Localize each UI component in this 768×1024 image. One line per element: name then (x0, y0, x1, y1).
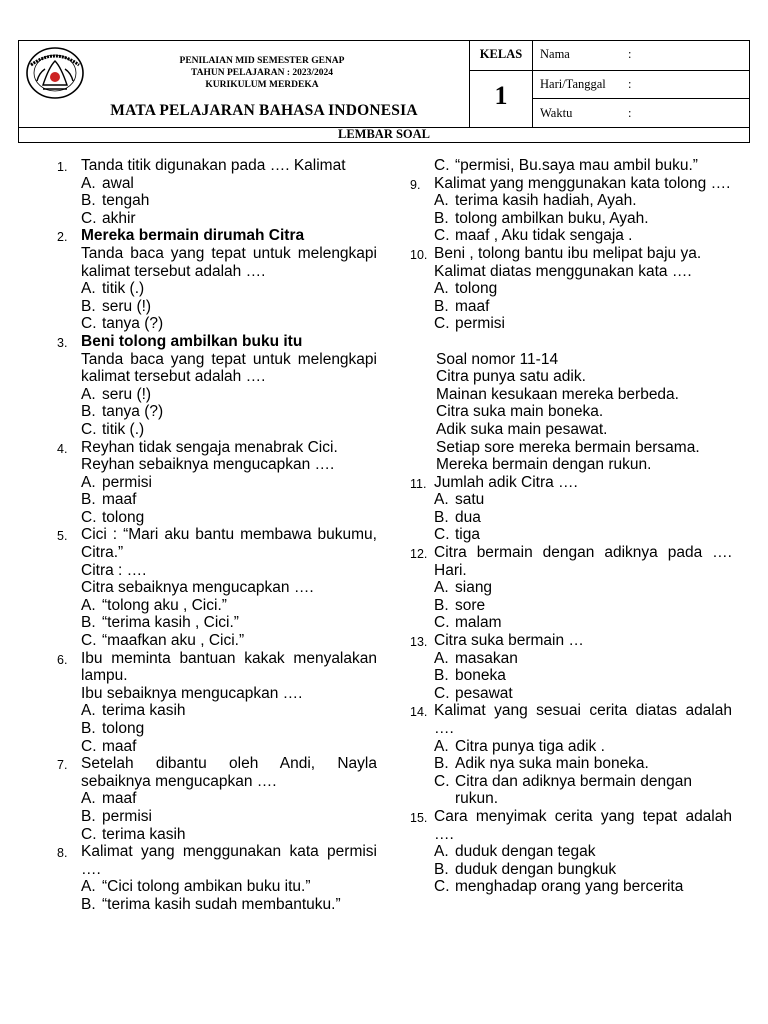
question-text: Reyhan sebaiknya mengucapkan …. (81, 456, 335, 474)
option-text: maaf (102, 790, 137, 808)
questions-column-left (57, 157, 377, 914)
divider (469, 70, 532, 71)
option-text: “terima kasih sudah membantuku.” (102, 895, 341, 913)
question-text: Kalimat yang menggunakan kata tolong …. (434, 174, 731, 192)
passage-line: Citra suka main boneka. (436, 403, 604, 421)
option-letter: C. (81, 209, 97, 227)
questions-column-right (410, 157, 732, 896)
question-10 (410, 245, 732, 333)
question-9 (410, 175, 732, 245)
option-text: tengah (102, 192, 150, 210)
option-letter: A. (434, 649, 449, 667)
question-text: Reyhan tidak sengaja menabrak Cici. (81, 438, 338, 456)
option-text: Citra dan adiknya bermain dengan rukun. (455, 772, 692, 808)
option-text: masakan (455, 649, 518, 667)
question-number: 4. (57, 441, 68, 456)
option-b[interactable] (434, 210, 732, 228)
option-text: tanya (?) (102, 315, 164, 333)
option-text: “terima kasih , Cici.” (102, 614, 239, 632)
passage-line: Citra punya satu adik. (436, 368, 586, 386)
option-b[interactable] (81, 720, 377, 738)
kelas-value: 1 (494, 81, 508, 110)
question-text: Kalimat diatas menggunakan kata …. (434, 262, 692, 280)
subject-title: MATA PELAJARAN BAHASA INDONESIA (110, 102, 418, 119)
option-letter: A. (81, 473, 96, 491)
option-text: maaf , Aku tidak sengaja . (455, 227, 633, 245)
option-text: terima kasih (102, 825, 186, 843)
option-c[interactable] (81, 210, 377, 228)
option-text: tiga (455, 526, 480, 544)
option-c[interactable] (81, 509, 377, 527)
option-b[interactable] (434, 597, 732, 615)
option-b[interactable] (434, 861, 732, 879)
option-text: seru (!) (102, 385, 152, 403)
option-text: titik (.) (102, 280, 145, 298)
option-a[interactable] (434, 843, 732, 861)
option-letter: B. (434, 209, 449, 227)
option-letter: C. (434, 772, 450, 790)
option-c[interactable] (434, 614, 732, 632)
option-text: Adik nya suka main boneka. (455, 755, 649, 773)
option-b[interactable] (81, 403, 377, 421)
option-letter: B. (434, 297, 449, 315)
question-5 (57, 526, 377, 649)
option-letter: B. (434, 508, 449, 526)
option-c[interactable] (434, 315, 732, 333)
question-text: Ibu meminta bantuan kakak menyalakan lampu. (81, 649, 377, 685)
option-letter: C. (434, 684, 450, 702)
question-number: 2. (57, 230, 68, 245)
option-letter: C. (81, 825, 97, 843)
question-number: 10. (410, 247, 428, 262)
option-a[interactable] (434, 579, 732, 597)
option-a[interactable] (434, 738, 732, 756)
option-text: permisi (102, 473, 152, 491)
option-c[interactable] (81, 421, 377, 439)
question-sentence: Mereka bermain dirumah Citra (81, 227, 305, 245)
option-text: “tolong aku , Cici.” (102, 596, 227, 614)
option-text: tolong (102, 508, 145, 526)
field-label: Nama (540, 47, 570, 61)
option-c[interactable] (434, 526, 732, 544)
option-b[interactable] (434, 509, 732, 527)
question-6 (57, 650, 377, 756)
question-2 (57, 227, 377, 333)
exam-info-line: PENILAIAN MID SEMESTER GENAP (179, 56, 345, 66)
option-letter: B. (81, 895, 96, 913)
option-b[interactable] (434, 667, 732, 685)
option-text: pesawat (455, 684, 513, 702)
question-number: 8. (57, 846, 68, 861)
option-letter: C. (81, 737, 97, 755)
option-letter: B. (434, 667, 449, 685)
option-c[interactable] (81, 738, 377, 756)
option-letter: A. (81, 596, 96, 614)
reading-passage (410, 351, 732, 474)
exam-info-line: KURIKULUM MERDEKA (205, 80, 319, 90)
option-letter: C. (434, 315, 450, 333)
question-4 (57, 439, 377, 527)
option-c[interactable] (81, 826, 377, 844)
option-text: tanya (?) (102, 403, 164, 421)
question-number: 3. (57, 335, 68, 350)
option-letter: C. (434, 526, 450, 544)
option-c[interactable] (434, 157, 732, 175)
option-letter: B. (81, 807, 96, 825)
passage-line: Setiap sore mereka bermain bersama. (436, 438, 700, 456)
spacer (410, 333, 732, 351)
option-letter: A. (81, 878, 96, 896)
option-c[interactable] (434, 685, 732, 703)
question-text: Citra suka bermain … (434, 632, 584, 650)
option-b[interactable] (81, 491, 377, 509)
option-a[interactable] (81, 175, 377, 193)
option-text: tolong ambilkan buku, Ayah. (455, 209, 649, 227)
question-number: 6. (57, 652, 68, 667)
passage-line: Adik suka main pesawat. (436, 420, 608, 438)
option-text: boneka (455, 667, 506, 685)
question-13 (410, 632, 732, 702)
question-1 (57, 157, 377, 227)
option-letter: A. (81, 790, 96, 808)
question-11 (410, 474, 732, 544)
question-text: Citra bermain dengan adiknya pada …. Hari. (434, 544, 732, 579)
question-3 (57, 333, 377, 439)
option-b[interactable] (434, 755, 732, 773)
option-letter: C. (81, 420, 97, 438)
divider (469, 41, 470, 127)
divider (532, 70, 749, 71)
option-a[interactable] (81, 280, 377, 298)
option-text: permisi (102, 807, 152, 825)
field-label: Waktu (540, 106, 573, 120)
option-letter: B. (81, 720, 96, 737)
question-number: 5. (57, 529, 68, 544)
option-a[interactable] (434, 192, 732, 210)
question-sentence: Beni tolong ambilkan buku itu (81, 332, 303, 350)
exam-header (18, 40, 750, 143)
question-text: Cici : “Mari aku bantu membawa bukumu, Citra.” (81, 526, 377, 562)
option-text: maaf (102, 737, 137, 755)
option-letter: C. (434, 227, 450, 245)
option-text: sore (455, 596, 486, 614)
option-a[interactable] (434, 650, 732, 668)
option-b[interactable] (81, 298, 377, 316)
sheet-title: LEMBAR SOAL (337, 127, 431, 141)
option-b[interactable] (81, 192, 377, 210)
option-b[interactable] (81, 896, 377, 914)
field-colon: : (628, 77, 632, 91)
passage-heading: Soal nomor 11-14 (436, 350, 559, 368)
school-emblem-icon (23, 45, 87, 101)
option-letter: C. (434, 878, 450, 896)
option-letter: B. (434, 860, 449, 878)
option-a[interactable] (81, 790, 377, 808)
question-number: 9. (410, 177, 421, 192)
option-text: titik (.) (102, 420, 145, 438)
question-text: Kalimat yang sesuai cerita diatas adalah …. (434, 702, 732, 737)
question-text: Tanda baca yang tepat untuk melengkapi kalimat tersebut adalah …. (81, 350, 377, 386)
question-text: Setelah dibantu oleh Andi, Nayla sebaiknya mengucapkan …. (81, 755, 377, 790)
option-letter: A. (81, 174, 96, 192)
option-letter: C. (81, 508, 97, 526)
option-text: terima kasih (102, 702, 186, 720)
option-c[interactable] (434, 773, 732, 808)
option-text: terima kasih hadiah, Ayah. (455, 192, 637, 210)
option-text: satu (455, 491, 485, 509)
option-a[interactable] (434, 280, 732, 298)
passage-line: Mainan kesukaan mereka berbeda. (436, 385, 679, 403)
question-number: 12. (410, 547, 428, 562)
question-number: 11. (410, 476, 427, 491)
option-letter: B. (81, 403, 96, 421)
question-text: Citra : …. (81, 561, 147, 579)
question-text: Kalimat yang menggunakan kata permisi …. (81, 843, 377, 878)
exam-info (137, 55, 387, 91)
option-text: siang (455, 579, 493, 597)
option-letter: B. (81, 192, 96, 210)
option-text: akhir (102, 209, 136, 227)
question-14 (410, 702, 732, 808)
option-letter: A. (434, 737, 449, 755)
option-text: Citra punya tiga adik . (455, 737, 605, 755)
time-field[interactable] (540, 106, 631, 121)
option-a[interactable] (434, 491, 732, 509)
option-a[interactable] (81, 386, 377, 404)
option-b[interactable] (81, 614, 377, 632)
option-a[interactable] (81, 702, 377, 720)
question-number: 13. (410, 635, 428, 650)
question-number: 1. (57, 160, 68, 174)
question-text: Tanda baca yang tepat untuk melengkapi kalimat tersebut adalah …. (81, 244, 377, 280)
divider (532, 98, 749, 99)
option-text: seru (!) (102, 297, 152, 315)
option-letter: C. (434, 614, 450, 632)
option-text: “permisi, Bu.saya mau ambil buku.” (455, 157, 698, 174)
option-letter: A. (434, 192, 449, 210)
option-letter: C. (81, 632, 97, 650)
option-text: duduk dengan tegak (455, 843, 596, 861)
question-15 (410, 808, 732, 896)
option-b[interactable] (81, 808, 377, 826)
option-letter: A. (434, 280, 449, 298)
option-letter: C. (434, 157, 450, 174)
option-text: awal (102, 174, 134, 192)
question-text: Jumlah adik Citra …. (434, 473, 578, 491)
option-b[interactable] (434, 298, 732, 316)
option-text: permisi (455, 315, 505, 333)
question-text: Citra sebaiknya mengucapkan …. (81, 579, 314, 597)
question-text: Cara menyimak cerita yang tepat adalah …. (434, 807, 732, 843)
option-letter: A. (81, 702, 96, 720)
option-letter: A. (434, 491, 449, 509)
option-text: “Cici tolong ambikan buku itu.” (102, 878, 311, 896)
option-letter: B. (434, 755, 449, 773)
question-12 (410, 544, 732, 632)
option-text: maaf (455, 297, 490, 315)
name-field[interactable] (540, 47, 631, 62)
option-text: tolong (102, 720, 145, 737)
option-text: duduk dengan bungkuk (455, 860, 617, 878)
question-text: Ibu sebaiknya mengucapkan …. (81, 684, 303, 702)
question-number: 7. (57, 758, 68, 773)
field-colon: : (628, 47, 632, 61)
option-letter: A. (81, 385, 96, 403)
option-a[interactable] (81, 597, 377, 615)
exam-info-line: TAHUN PELAJARAN : 2023/2024 (190, 68, 334, 78)
question-number: 15. (410, 810, 428, 825)
question-8 (57, 843, 377, 913)
option-c[interactable] (434, 878, 732, 896)
passage-line: Mereka bermain dengan rukun. (436, 456, 652, 474)
option-text: malam (455, 614, 502, 632)
field-colon: : (628, 106, 632, 120)
option-letter: A. (434, 579, 449, 597)
option-c[interactable] (81, 315, 377, 333)
option-c[interactable] (81, 632, 377, 650)
question-8-continued (410, 157, 732, 175)
option-text: maaf (102, 491, 137, 509)
option-letter: B. (81, 614, 96, 632)
question-number: 14. (410, 705, 428, 720)
question-text: Tanda titik digunakan pada …. Kalimat (81, 157, 346, 174)
divider (532, 41, 533, 127)
option-text: “maafkan aku , Cici.” (102, 632, 245, 650)
option-letter: A. (81, 280, 96, 298)
option-a[interactable] (81, 878, 377, 896)
option-letter: C. (81, 315, 97, 333)
question-text: Beni , tolong bantu ibu melipat baju ya. (434, 244, 702, 262)
option-text: menghadap orang yang bercerita (455, 878, 684, 896)
option-letter: B. (81, 297, 96, 315)
option-letter: B. (434, 596, 449, 614)
option-a[interactable] (81, 474, 377, 492)
kelas-label: KELAS (479, 47, 523, 61)
field-label: Hari/Tanggal (540, 77, 606, 91)
option-letter: A. (434, 843, 449, 861)
date-field[interactable] (540, 77, 631, 92)
option-letter: B. (81, 491, 96, 509)
option-text: dua (455, 508, 481, 526)
option-c[interactable] (434, 227, 732, 245)
question-7 (57, 755, 377, 843)
option-text: tolong (455, 280, 498, 298)
